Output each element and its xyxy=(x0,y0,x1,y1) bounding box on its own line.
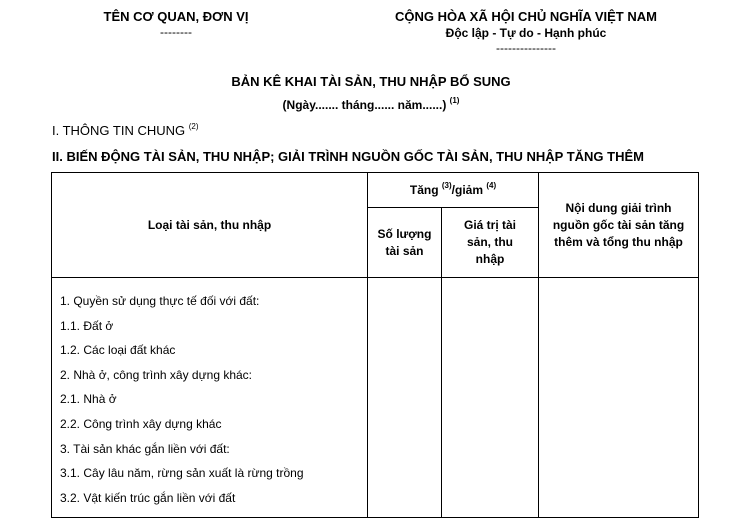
header-asset-type: Loại tài sản, thu nhập xyxy=(52,173,368,278)
asset-row: 1. Quyền sử dụng thực tế đối với đất: xyxy=(60,294,260,308)
date-line xyxy=(0,98,742,112)
header-explanation-line3: thêm và tổng thu nhập xyxy=(554,234,683,249)
section-general-info xyxy=(52,123,199,138)
section-general-info-text: I. THÔNG TIN CHUNG xyxy=(52,123,186,138)
asset-row: 2.1. Nhà ở xyxy=(60,392,117,407)
asset-row-list xyxy=(52,278,367,510)
value-cell[interactable] xyxy=(442,278,539,518)
header-explanation-line1: Nội dung giải trình xyxy=(565,200,672,215)
header-change-increase: Tăng xyxy=(409,182,442,197)
asset-row: 3.2. Vật kiến trúc gắn liền với đất xyxy=(60,490,236,505)
header-change-decrease: /giảm xyxy=(451,182,487,197)
header-explanation-line2: nguồn gốc tài sản tăng xyxy=(552,217,685,232)
asset-row: 3. Tài sản khác gắn liền với đất: xyxy=(60,441,230,456)
header-quantity-line2: tài sản xyxy=(385,243,424,258)
header-value-line1: Giá trị tài xyxy=(463,218,516,232)
asset-row: 2. Nhà ở, công trình xây dựng khác: xyxy=(60,367,253,382)
asset-row: 2.2. Công trình xây dựng khác xyxy=(60,416,222,431)
header-value-line3: nhập xyxy=(475,252,505,266)
motto-rule: --------------- xyxy=(496,41,556,55)
section-general-info-footnote: (2) xyxy=(188,121,199,131)
header-change-note-increase: (3) xyxy=(441,180,452,190)
asset-row: 3.1. Cây lâu năm, rừng sản xuất là rừng trồng xyxy=(60,466,304,481)
asset-row: 1.2. Các loại đất khác xyxy=(60,343,176,358)
date-footnote: (1) xyxy=(449,96,460,105)
asset-row: 1.1. Đất ở xyxy=(60,318,114,333)
header-value xyxy=(442,208,539,278)
header-explanation xyxy=(539,173,699,278)
organization-rule: -------- xyxy=(160,25,192,39)
national-motto: Độc lập - Tự do - Hạnh phúc xyxy=(445,26,607,40)
document-title: BẢN KÊ KHAI TÀI SẢN, THU NHẬP BỔ SUNG xyxy=(231,74,511,89)
header-change-note-decrease: (4) xyxy=(486,180,497,190)
section-changes: II. BIẾN ĐỘNG TÀI SẢN, THU NHẬP; GIẢI TRÌNH NGUỒN GỐC TÀI SẢN, THU NHẬP TĂNG THÊM xyxy=(52,149,644,164)
quantity-cell[interactable] xyxy=(368,278,442,518)
header-quantity-line1: Số lượng xyxy=(377,226,432,241)
republic-name: CỘNG HÒA XÃ HỘI CHỦ NGHĨA VIỆT NAM xyxy=(395,9,657,24)
asset-type-cell xyxy=(52,278,368,518)
asset-change-table xyxy=(51,172,699,518)
organization-name: TÊN CƠ QUAN, ĐƠN VỊ xyxy=(103,9,249,24)
date-text: (Ngày....... tháng...... năm......) xyxy=(282,98,447,112)
header-value-line2: sản, thu xyxy=(466,235,513,249)
explanation-cell[interactable] xyxy=(539,278,699,518)
header-change xyxy=(368,173,539,208)
header-quantity xyxy=(368,208,442,278)
